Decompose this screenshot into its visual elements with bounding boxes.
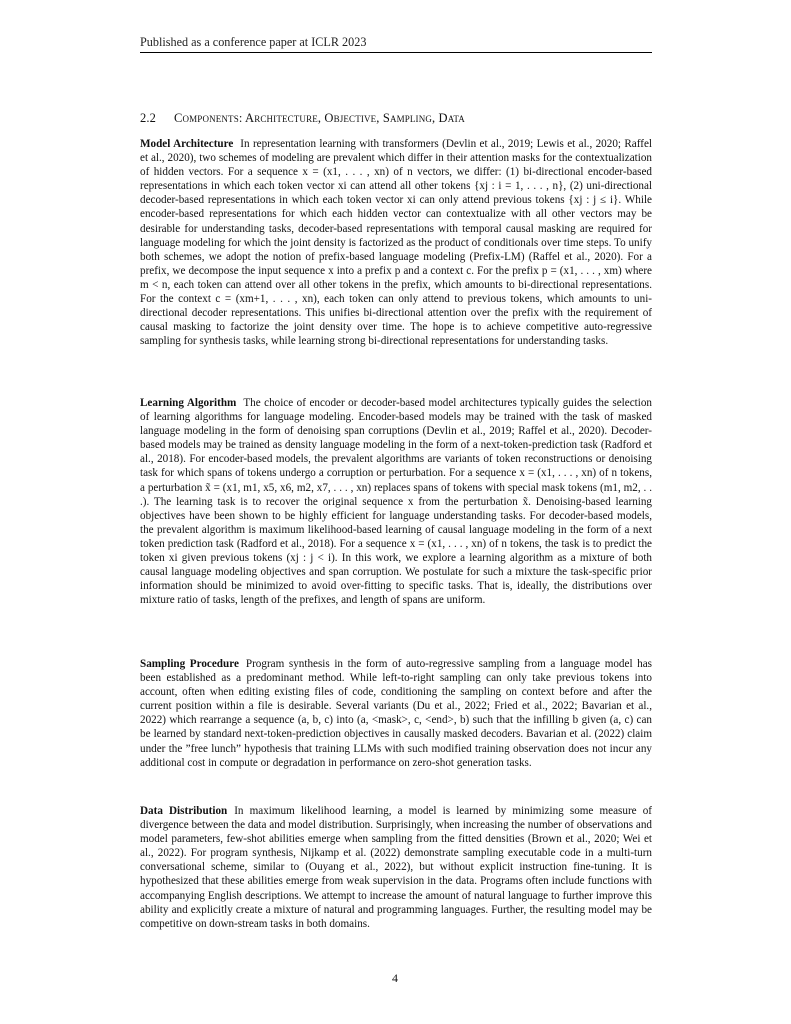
paragraph-lead: Sampling Procedure: [140, 658, 239, 670]
paragraph-body: Program synthesis in the form of auto-regressive sampling from a language model has been established as a predominant method. While left-to-right sampling can only take previous tokens into account, often when editing existing files of code, conditioning the sampling on context before and after the current position within a file is desirable. Several variants (Du et al., 2022; Fried et al., 2022; Bavarian et al., 2022) which rearrange a sequence (a, b, c) into (a, <mask>, c, <end>, b) such that the infilling b given (a, c) can be learned by standard next-token-prediction objectives in causally masked decoders. Bavarian et al. (2022) claim under the ”free lunch” hypothesis that training LLMs with such modified training observation does not incur any additional cost in compute or degradation in performance on zero-shot generation tasks.: [140, 658, 653, 769]
paragraph-body: In maximum likelihood learning, a model is learned by minimizing some measure of divergence between the data and model distribution. Surprisingly, when increasing the number of observations and model parameters, few-shot abilities emerge when sampling from the fitted densities (Brown et al., 2020; Wei et al., 2022). For program synthesis, Nijkamp et al. (2022) demonstrate sampling executable code in a multi-turn conversational scheme, similar to (Ouyang et al., 2022), but without explicit instruction fine-tuning. It is hypothesized that these abilities emerge from weak supervision in the data. Programs often include functions with accompanying English descriptions. We attempt to increase the amount of natural language to further improve this ability and explicitly create a mixture of natural and programming languages. Further, the resulting model may be competitive on down-stream tasks in both domains.: [140, 805, 653, 930]
paragraph-learning-algorithm: [140, 396, 652, 607]
paragraph-body: The choice of encoder or decoder-based model architectures typically guides the selection of learning algorithms for language modeling. Encoder-based models may be trained with the task of masked language modeling in the form of denoising span corruptions (Devlin et al., 2019; Raffel et al., 2020). Decoder-based models may be trained as density language modeling in the form of a next-token-prediction task (Radford et al., 2018). For encoder-based models, the prevalent algorithms are variants of token reconstructions or denoising task for which spans of tokens undergo a corruption or perturbation. For a sequence x = (x1, . . . , xn) of n tokens, a perturbation x̃ = (x1, m1, x5, x6, m2, x7, . . . , xn) replaces spans of tokens with special mask tokens (m1, m2, . . .). The learning task is to recover the original sequence x from the perturbation x̃. Denoising-based learning objectives have been shown to be highly efficient for language understanding tasks. For decoder-based models, the prevalent algorithm is maximum likelihood-based learning of causal language modeling in the form of a next token prediction task (Radford et al., 2018). For a sequence x = (x1, . . . , xn) of n tokens, the task is to predict the token xi given previous tokens (xj : j < i). In this work, we explore a learning algorithm as a mixture of both causal language modeling objectives and span corruption. We postulate for such a mixture the task-specific prior information should be minimized to avoid over-fitting to specific tasks. That is, ideally, the distributions over mixture ratio of tasks, length of the prefixes, and length of spans are uniform.: [140, 397, 652, 607]
page-number: 4: [392, 971, 398, 985]
paragraph-sampling-procedure: [140, 657, 652, 770]
running-head: Published as a conference paper at ICLR 2023: [140, 35, 367, 49]
paragraph-lead: Data Distribution: [140, 805, 228, 817]
section-title: Components: Architecture, Objective, Sampling, Data: [174, 111, 465, 125]
paragraph-body: In representation learning with transformers (Devlin et al., 2019; Lewis et al., 2020; Raffel et al., 2020), two schemes of modeling are prevalent which differ in their attention masks for the contextualization of hidden vectors. For a sequence x = (x1, . . . , xn) of n vectors, we differ: (1) bi-directional encoder-based representations in which each token vector xi can attend all other tokens {xj : i = 1, . . . , n}, (2) uni-directional decoder-based representations in which each token vector xi can only attend previous tokens {xj : j ≤ i}. While encoder-based representations for which each hidden vector can contextualize with all other vectors may be desirable for understanding tasks, decoder-based representations with temporal causal masking are required for language modeling for which the joint density is factorized as the product of conditionals over time steps. To unify both schemes, we adopt the notion of prefix-based language modeling (Prefix-LM) (Raffel et al., 2020). For a prefix, we decompose the input sequence x into a prefix p and a context c. For the prefix p = (x1, . . . , xm) where m < n, each token can attend over all other tokens in the prefix, which amounts to bi-directional representations. For the context c = (xm+1, . . . , xn), each token can only attend to previous tokens, which amounts to uni-directional decoder representations. This unifies bi-directional attention over the prefix with the requirement of causal masking to factorize the joint density over time. The hope is to achieve competitive auto-regressive sampling for synthesis tasks, while learning strong bi-directional representations for understanding tasks.: [140, 138, 652, 348]
paragraph-lead: Learning Algorithm: [140, 397, 237, 409]
header-rule: [140, 52, 652, 53]
section-heading: [140, 111, 652, 126]
section-number: 2.2: [140, 111, 157, 125]
paragraph-lead: Model Architecture: [140, 138, 234, 150]
paragraph-data-distribution: [140, 804, 652, 931]
paragraph-model-architecture: [140, 137, 652, 348]
